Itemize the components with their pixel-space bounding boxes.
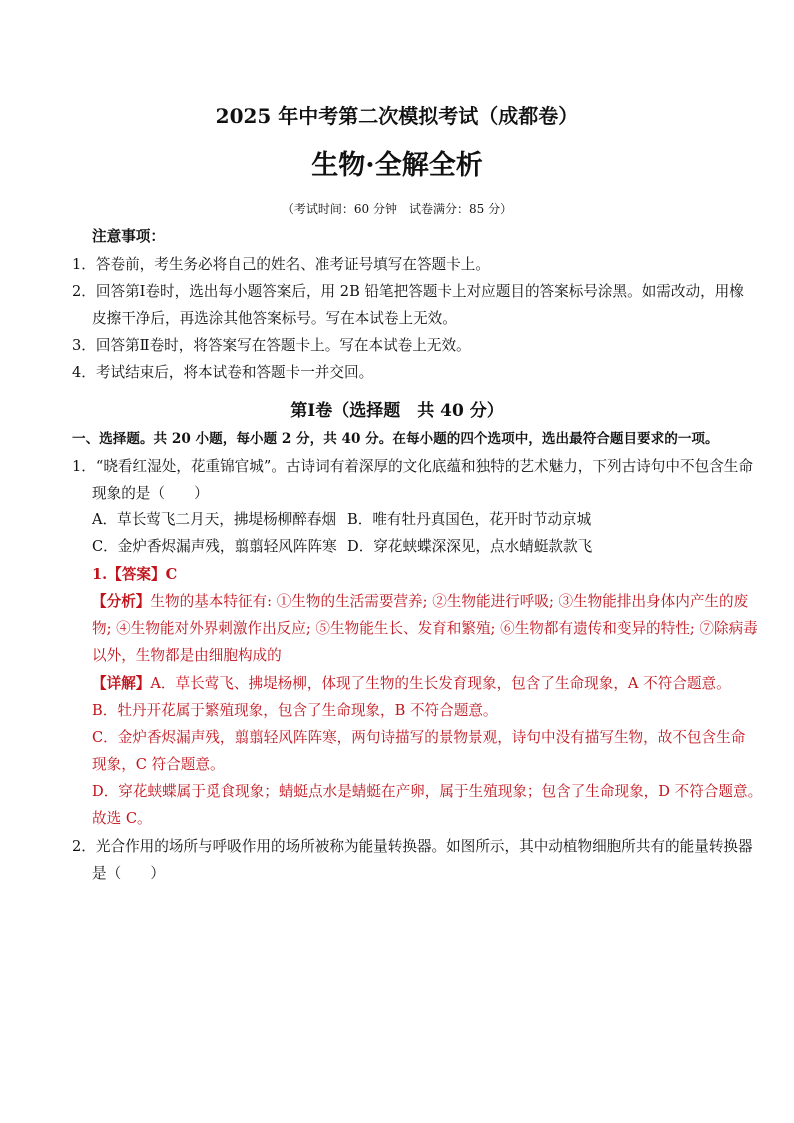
q2-stem-line1: 2．光合作用的场所与呼吸作用的场所被称为能量转换器。如图所示，其中动植物细胞所共有的能量转换器 (72, 838, 753, 855)
q1-detail-line2: B．牡丹开花属于繁殖现象，包含了生命现象，B 不符合题意。 (92, 702, 498, 719)
analysis-label: 【分析】 (92, 593, 151, 610)
q1-stem-line1: 1．“晓看红湿处，花重锦官城”。古诗词有着深厚的文化底蕴和独特的艺术魅力，下列古诗句中不包含生命 (72, 458, 753, 475)
q1-option-b: B．唯有牡丹真国色，花开时节动京城 (347, 511, 592, 528)
subject-title: 生物·全解全析 (311, 150, 483, 181)
section-instruction: 一、选择题。共 20 小题，每小题 2 分，共 40 分。在每小题的四个选项中，选出最符合题目要求的一项。 (72, 431, 719, 447)
note-item-1: 1．答卷前，考生务必将自己的姓名、准考证号填写在答题卡上。 (72, 256, 490, 273)
exam-title: 2025 年中考第二次模拟考试（成都卷） (215, 104, 579, 128)
q1-analysis-line3: 以外，生物都是由细胞构成的 (92, 647, 282, 664)
q1-detail-line1 (92, 675, 731, 693)
note-item-2-cont: 皮擦干净后，再选涂其他答案标号。写在本试卷上无效。 (92, 310, 457, 327)
note-item-2: 2．回答第Ⅰ卷时，选出每小题答案后，用 2B 铅笔把答题卡上对应题目的答案标号涂黑。如需改动，用橡 (72, 283, 744, 300)
analysis-text-1: 生物的基本特征有: ①生物的生活需要营养; ②生物能进行呼吸; ③生物能排出身体内产生的废 (150, 593, 749, 610)
detail-text-1: A．草长莺飞、拂堤杨柳，体现了生物的生长发育现象，包含了生命现象，A 不符合题意。 (150, 675, 731, 692)
note-item-4: 4．考试结束后，将本试卷和答题卡一并交回。 (72, 364, 374, 381)
q1-detail-line3: C．金炉香烬漏声残，翦翦轻风阵阵寒，两句诗描写的景物景观，诗句中没有描写生物，故不包含生命 (92, 729, 746, 746)
note-item-3: 3．回答第Ⅱ卷时，将答案写在答题卡上。写在本试卷上无效。 (72, 337, 471, 354)
q1-analysis-line2: 物; ④生物能对外界刺激作出反应; ⑤生物能生长、发育和繁殖; ⑥生物都有遗传和变异的特性; ⑦除病毒 (92, 620, 758, 637)
q1-stem-line2: 现象的是（ ） (92, 485, 209, 502)
q1-answer: 1.【答案】C (92, 566, 178, 583)
q1-option-c: C．金炉香烬漏声残，翦翦轻风阵阵寒 (92, 538, 337, 555)
q1-analysis-line1 (92, 593, 748, 611)
section-title: 第Ⅰ卷（选择题 共 40 分） (290, 401, 504, 421)
q1-detail-line6: 故选 C。 (92, 810, 152, 827)
detail-label: 【详解】 (92, 675, 151, 692)
q1-detail-line4: 现象，C 符合题意。 (92, 756, 225, 773)
exam-info: （考试时间：60 分钟 试卷满分：85 分） (281, 202, 513, 216)
q1-detail-line5: D．穿花蛱蝶属于觅食现象；蜻蜓点水是蜻蜓在产卵，属于生殖现象；包含了生命现象，D 不符合题意。 (92, 783, 763, 800)
q1-option-d: D．穿花蛱蝶深深见，点水蜻蜓款款飞 (347, 538, 593, 555)
q1-option-a: A．草长莺飞二月天，拂堤杨柳醉春烟 (92, 511, 337, 528)
notes-heading: 注意事项： (92, 228, 165, 245)
q2-stem-line2: 是（ ） (92, 865, 165, 882)
